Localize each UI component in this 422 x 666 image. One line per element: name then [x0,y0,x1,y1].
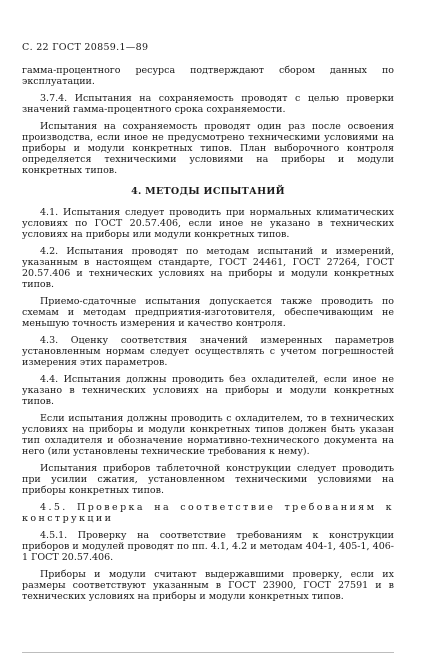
paragraph: 4.4. Испытания должны проводить без охладителей, если иное не указано в технических условиях на приборы и модули конкретных типов. [22,374,394,407]
paragraph: Приборы и модули считают выдержавшими проверку, если их размеры соответствуют указанным в ГОСТ 23900, ГОСТ 27591 и в технических условиях на приборы и модули конкретных типов. [22,569,394,602]
paragraph: 4.2. Испытания проводят по методам испытаний и измерений, указанным в настоящем стандарте, ГОСТ 24461, ГОСТ 27264, ГОСТ 20.57.406 и технических условиях на приборы и модули конкретных типов. [22,246,394,290]
paragraph: Испытания приборов таблеточной конструкции следует проводить при усилии сжатия, установленном техническими условиями на приборы конкретных типов. [22,463,394,496]
paragraph: Приемо-сдаточные испытания допускается также проводить по схемам и методам предприятия-изготовителя, обеспечивающим не меньшую точность измерения и качество контроля. [22,296,394,329]
page-bottom-rule [22,652,394,653]
paragraph: Если испытания должны проводить с охладителем, то в технических условиях на приборы и модули конкретных типов должен быть указан тип охладителя и обозначение нормативно-технического документа на него (или установлены технические требования к нему). [22,413,394,457]
paragraph: 4.1. Испытания следует проводить при нормальных климатических условиях по ГОСТ 20.57.406, если иное не указано в технических условиях на приборы или модули конкретных типов. [22,207,394,240]
paragraph: 3.7.4. Испытания на сохраняемость проводят с целью проверки значений гамма-процентного срока сохраняемости. [22,93,394,115]
subsection-heading: 4.5. Проверка на соответствие требованиям к конструкции [22,502,394,524]
paragraph: 4.3. Оценку соответствия значений измеренных параметров установленным нормам следует осуществлять с учетом погрешностей измерения этих параметров. [22,335,394,368]
paragraph: 4.5.1. Проверку на соответствие требованиям к конструкции приборов и модулей проводят по пп. 4.1, 4.2 и методам 404-1, 405-1, 406-1 ГОСТ 20.57.406. [22,530,394,563]
section-title: 4. МЕТОДЫ ИСПЫТАНИЙ [131,186,285,197]
paragraph: Испытания на сохраняемость проводят один раз после освоения производства, если иное не предусмотрено техническими условиями на приборы и модули конкретных типов. План выборочного контроля определяется техническими условиями на приборы и модули конкретных типов. [22,121,394,176]
document-body [22,65,394,608]
paragraph: гамма-процентного ресурса подтверждают сбором данных по эксплуатации. [22,65,394,87]
page-header: С. 22 ГОСТ 20859.1—89 [22,42,149,53]
